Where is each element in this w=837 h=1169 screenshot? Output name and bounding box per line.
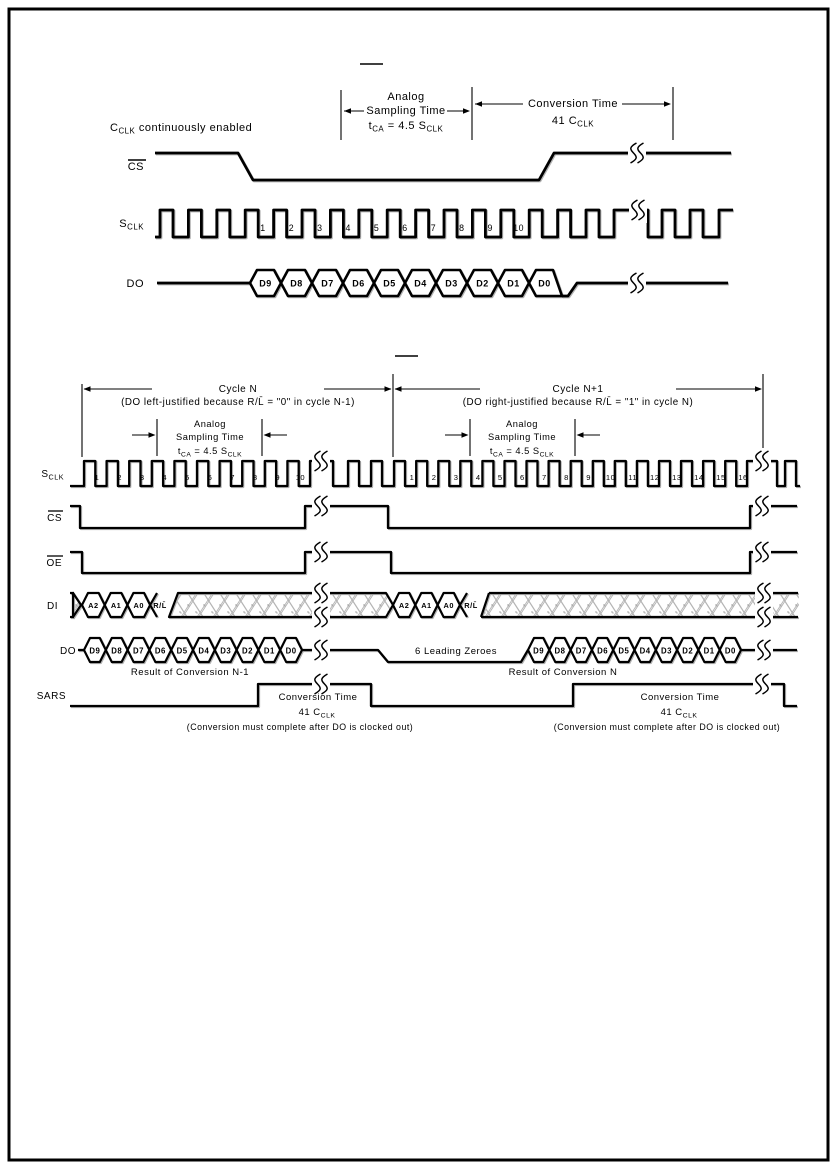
do-bit-label: D7 bbox=[133, 646, 144, 656]
di-bit-label: A0 bbox=[133, 601, 144, 610]
do-bit-label: D3 bbox=[445, 278, 458, 289]
do-bit-label: D5 bbox=[383, 278, 396, 289]
sars-conversion-note: (Conversion must complete after DO is clocked out) bbox=[553, 722, 781, 732]
sclk-cycle-number: 11 bbox=[628, 473, 638, 482]
sclk-cycle-number: 9 bbox=[487, 223, 493, 233]
cycle-n-caption: Cycle N bbox=[218, 384, 258, 395]
sclk-cycle-number: 3 bbox=[453, 473, 459, 482]
di-bit-label: R/L̄ bbox=[464, 601, 478, 610]
di-bit-label: A0 bbox=[443, 601, 454, 610]
sclk-cycle-number: 16 bbox=[738, 473, 748, 482]
do-bit-label: D6 bbox=[352, 278, 365, 289]
bottom-diagram bbox=[37, 356, 800, 732]
arrowhead bbox=[462, 432, 469, 437]
do-bit-label: D1 bbox=[703, 646, 715, 656]
sclk-cycle-number: 7 bbox=[542, 473, 547, 482]
top-waveforms bbox=[155, 153, 733, 296]
di-dontcare-stub bbox=[73, 593, 81, 617]
sclk-cycle-number: 9 bbox=[275, 473, 281, 482]
sclk-cycle-number: 8 bbox=[252, 473, 258, 482]
sclk-cycle-number: 2 bbox=[117, 473, 122, 482]
sclk-cycle-number: 4 bbox=[345, 223, 351, 233]
do-bit-label: D4 bbox=[639, 646, 651, 656]
do-bit-label: D1 bbox=[507, 278, 520, 289]
sclk-cycle-number: 15 bbox=[716, 473, 726, 482]
sclk-cycle-number: 1 bbox=[409, 473, 415, 482]
do-bit-label: D3 bbox=[220, 646, 232, 656]
sclk-cycle-number: 6 bbox=[207, 473, 213, 482]
do-bit-label: D5 bbox=[618, 646, 630, 656]
sclk-cycle-number: 9 bbox=[586, 473, 591, 482]
do-bit-label: D0 bbox=[724, 646, 736, 656]
arrowhead bbox=[385, 386, 392, 391]
do-bit-label: D0 bbox=[285, 646, 297, 656]
result-caption: Result of Conversion N bbox=[508, 667, 618, 678]
signal-label-do: DO bbox=[126, 278, 144, 290]
sclk-cycle-number: 4 bbox=[475, 473, 481, 482]
sclk-cycle-number: 7 bbox=[430, 223, 437, 233]
sclk-cycle-number: 14 bbox=[694, 473, 704, 482]
do-bit-label: D6 bbox=[597, 646, 609, 656]
do-bit-label: D1 bbox=[263, 646, 275, 656]
sclk-cycle-number: 8 bbox=[564, 473, 569, 482]
sclk-cycle-number: 13 bbox=[672, 473, 682, 482]
signal-label-sclk: $S_{CLK}$ bbox=[41, 469, 64, 482]
signal-label-oe: OE bbox=[46, 558, 62, 569]
cycle-n-subcaption: (DO left-justified because R/L̄ = "0" in cycle N-1) bbox=[121, 397, 355, 408]
conversion-time-caption: Conversion Time bbox=[527, 98, 619, 110]
sars-conversion-value: 41 $C_{CLK}$ bbox=[298, 707, 336, 720]
sclk-cycle-number: 5 bbox=[373, 223, 380, 233]
arrowhead bbox=[664, 101, 671, 106]
cclk-note: $C_{CLK}$ continuously enabled bbox=[110, 122, 253, 136]
arrowhead bbox=[264, 432, 271, 437]
sclk-cycle-number: 5 bbox=[185, 473, 190, 482]
cycle-n1-subcaption: (DO right-justified because R/L̄ = "1" in cycle N) bbox=[462, 397, 694, 408]
top-diagram bbox=[110, 64, 733, 296]
arrowhead bbox=[149, 432, 156, 437]
do-bit-label: D7 bbox=[575, 646, 587, 656]
signal-label-sars: SARS bbox=[36, 691, 66, 702]
do-bit-label: D9 bbox=[259, 278, 272, 289]
sclk-cycle-number: 2 bbox=[288, 223, 295, 233]
arrowhead bbox=[463, 108, 470, 113]
sampling-time-caption: Sampling Time bbox=[488, 432, 556, 442]
do-bit-label: D9 bbox=[533, 646, 545, 656]
signal-label-do: DO bbox=[60, 646, 76, 657]
sampling-time-value: $t_{CA} = 4.5$ $S_{CLK}$ bbox=[368, 120, 444, 134]
arrowhead bbox=[577, 432, 584, 437]
sclk-cycle-number: 1 bbox=[94, 473, 100, 482]
sclk-cycle-number: 6 bbox=[519, 473, 525, 482]
sclk-cycle-number: 7 bbox=[230, 473, 235, 482]
sampling-time-caption: Analog bbox=[194, 419, 226, 429]
di-bit-label: R/L̄ bbox=[153, 601, 167, 610]
di-bit-label: A1 bbox=[110, 601, 122, 610]
do-bit-label: D2 bbox=[476, 278, 489, 289]
signal-label-di: DI bbox=[47, 601, 58, 612]
sclk-cycle-number: 10 bbox=[295, 473, 306, 482]
sclk-cycle-number: 3 bbox=[317, 223, 323, 233]
arrowhead bbox=[395, 386, 402, 391]
do-bit-label: D8 bbox=[290, 278, 303, 289]
signal-label-cs: CS bbox=[127, 161, 144, 173]
leading-zeroes-label: 6 Leading Zeroes bbox=[415, 646, 497, 657]
arrowhead bbox=[344, 108, 351, 113]
sampling-time-caption: Sampling Time bbox=[176, 432, 244, 442]
di-dontcare-band bbox=[481, 593, 798, 617]
sclk-cycle-number: 12 bbox=[650, 473, 660, 482]
do-bit-label: D2 bbox=[682, 646, 694, 656]
top-breaks bbox=[628, 140, 647, 296]
sampling-time-caption: Analog bbox=[506, 419, 538, 429]
sampling-time-value: $t_{CA} = 4.5$ $S_{CLK}$ bbox=[177, 446, 243, 459]
cs-waveform bbox=[70, 506, 797, 528]
result-caption: Result of Conversion N-1 bbox=[130, 667, 250, 678]
di-bit-label: A2 bbox=[398, 601, 410, 610]
do-bit-label: D7 bbox=[321, 278, 334, 289]
sclk-cycle-number: 6 bbox=[402, 223, 408, 233]
di-bit-label: A1 bbox=[421, 601, 432, 610]
sclk-cycle-number: 10 bbox=[605, 473, 616, 482]
do-bit-label: D0 bbox=[538, 278, 551, 289]
top-annotations bbox=[110, 64, 673, 140]
sampling-time-caption: Analog bbox=[387, 91, 425, 103]
do-bit-label: D5 bbox=[176, 646, 188, 656]
sclk-cycle-number: 5 bbox=[497, 473, 503, 482]
conversion-time-value: 41 $C_{CLK}$ bbox=[551, 115, 595, 129]
sars-conversion-note: (Conversion must complete after DO is clocked out) bbox=[186, 722, 414, 732]
signal-label-cs: CS bbox=[47, 513, 62, 524]
do-bit-label: D6 bbox=[154, 646, 166, 656]
arrowhead bbox=[84, 386, 91, 391]
do-bit-label: D4 bbox=[198, 646, 210, 656]
bottom-annotations bbox=[82, 356, 763, 459]
sars-conversion-caption: Conversion Time bbox=[640, 692, 720, 703]
arrowhead bbox=[475, 101, 482, 106]
cycle-n1-caption: Cycle N+1 bbox=[552, 384, 604, 395]
sampling-time-caption: Sampling Time bbox=[366, 105, 446, 117]
page-border bbox=[9, 9, 828, 1160]
do-bit-label: D2 bbox=[242, 646, 253, 656]
sclk-cycle-number: 8 bbox=[459, 223, 465, 233]
oe-waveform bbox=[70, 552, 797, 573]
do-bit-label: D3 bbox=[660, 646, 672, 656]
sclk-cycle-number: 10 bbox=[513, 223, 524, 233]
di-dontcare-band bbox=[169, 593, 393, 617]
sars-conversion-caption: Conversion Time bbox=[278, 692, 358, 703]
di-bit-label: A2 bbox=[88, 601, 99, 610]
do-bit-label: D4 bbox=[414, 278, 427, 289]
sclk-cycle-number: 3 bbox=[139, 473, 145, 482]
sclk-cycle-number: 1 bbox=[260, 223, 266, 233]
do-bit-label: D9 bbox=[89, 646, 101, 656]
sclk-cycle-number: 4 bbox=[162, 473, 168, 482]
sampling-time-value: $t_{CA} = 4.5$ $S_{CLK}$ bbox=[489, 446, 555, 459]
sars-conversion-value: 41 $C_{CLK}$ bbox=[660, 707, 698, 720]
do-bit-label: D8 bbox=[554, 646, 566, 656]
signal-label-sclk: $S_{CLK}$ bbox=[119, 218, 144, 232]
sclk-cycle-number: 2 bbox=[431, 473, 437, 482]
do-bit-label: D8 bbox=[111, 646, 123, 656]
arrowhead bbox=[755, 386, 762, 391]
